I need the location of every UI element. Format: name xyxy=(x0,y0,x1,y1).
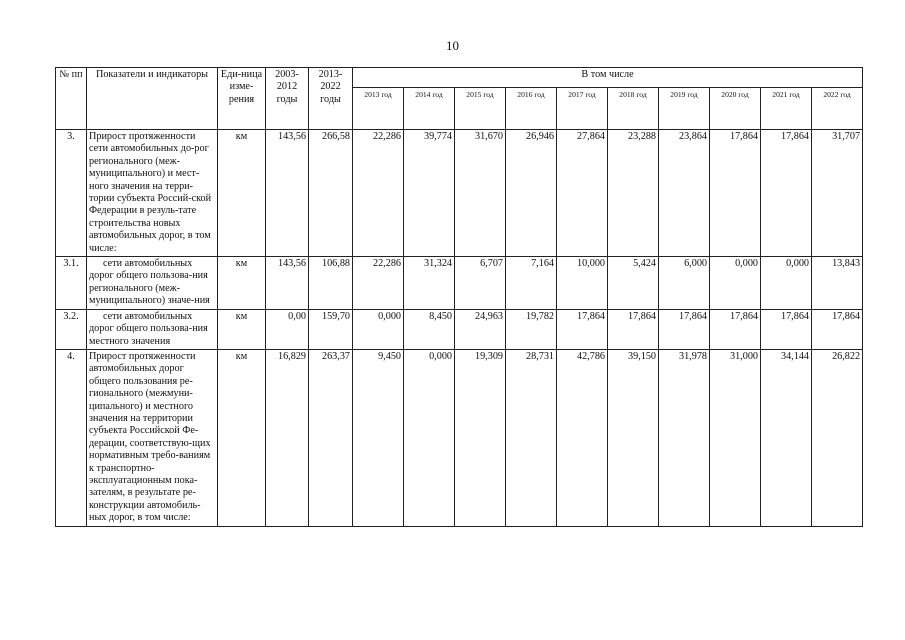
row-number: 3. xyxy=(56,130,87,257)
row-year-value: 8,450 xyxy=(404,309,455,349)
header-indicator: Показатели и индикаторы xyxy=(87,68,218,130)
row-year-value: 31,707 xyxy=(812,130,863,257)
row-year-value: 17,864 xyxy=(761,130,812,257)
row-year-value: 0,000 xyxy=(761,257,812,310)
row-year-value: 17,864 xyxy=(710,130,761,257)
row-year-value: 6,000 xyxy=(659,257,710,310)
header-period-2013-2022: 2013-2022 годы xyxy=(309,68,353,130)
row-period-value: 0,00 xyxy=(266,309,309,349)
row-year-value: 23,288 xyxy=(608,130,659,257)
row-year-value: 10,000 xyxy=(557,257,608,310)
row-year-value: 0,000 xyxy=(710,257,761,310)
row-year-value: 13,843 xyxy=(812,257,863,310)
header-year: 2020 год xyxy=(710,88,761,130)
row-period-value: 266,58 xyxy=(309,130,353,257)
row-year-value: 9,450 xyxy=(353,349,404,526)
row-year-value: 0,000 xyxy=(404,349,455,526)
header-period-2003-2012: 2003-2012 годы xyxy=(266,68,309,130)
row-year-value: 31,978 xyxy=(659,349,710,526)
indicators-table xyxy=(55,67,863,527)
header-year: 2018 год xyxy=(608,88,659,130)
row-year-value: 17,864 xyxy=(710,309,761,349)
row-year-value: 24,963 xyxy=(455,309,506,349)
row-year-value: 23,864 xyxy=(659,130,710,257)
row-number: 3.2. xyxy=(56,309,87,349)
row-year-value: 19,782 xyxy=(506,309,557,349)
row-year-value: 27,864 xyxy=(557,130,608,257)
header-year: 2015 год xyxy=(455,88,506,130)
row-year-value: 34,144 xyxy=(761,349,812,526)
row-year-value: 31,324 xyxy=(404,257,455,310)
table-row xyxy=(56,130,863,257)
row-year-value: 19,309 xyxy=(455,349,506,526)
header-including: В том числе xyxy=(353,68,863,88)
row-year-value: 42,786 xyxy=(557,349,608,526)
row-year-value: 31,000 xyxy=(710,349,761,526)
row-year-value: 31,670 xyxy=(455,130,506,257)
row-indicator: Прирост протяженности сети автомобильных до-рог регионального (меж-муниципального) и мест-ного значения на терри-тории субъекта Россий-ской Федерации в резуль-тате строительства новых автомобильных дорог, в том числе: xyxy=(87,130,218,257)
row-year-value: 22,286 xyxy=(353,130,404,257)
row-unit: км xyxy=(218,309,266,349)
row-year-value: 17,864 xyxy=(812,309,863,349)
table-row xyxy=(56,257,863,310)
row-year-value: 26,946 xyxy=(506,130,557,257)
row-year-value: 17,864 xyxy=(659,309,710,349)
row-year-value: 17,864 xyxy=(761,309,812,349)
row-year-value: 7,164 xyxy=(506,257,557,310)
header-no: № пп xyxy=(56,68,87,130)
row-year-value: 6,707 xyxy=(455,257,506,310)
row-unit: км xyxy=(218,257,266,310)
row-unit: км xyxy=(218,349,266,526)
row-unit: км xyxy=(218,130,266,257)
row-indicator: сети автомобильных дорог общего пользова-ния местного значения xyxy=(87,309,218,349)
header-year: 2014 год xyxy=(404,88,455,130)
row-year-value: 22,286 xyxy=(353,257,404,310)
row-year-value: 0,000 xyxy=(353,309,404,349)
row-period-value: 106,88 xyxy=(309,257,353,310)
row-period-value: 143,56 xyxy=(266,257,309,310)
row-indicator: сети автомобильных дорог общего пользова-ния регионального (меж-муниципального) значе-ния xyxy=(87,257,218,310)
row-indicator: Прирост протяженности автомобильных дорог общего пользования ре-гионального (межмуни-ципального) и местного значения на территории субъекта Российской Фе-дерации, соответствую-щих нормативным требо-ваниям к транспортно-эксплуатационным пока-зателям, в результате ре-конструкции автомобиль-ных дорог, в том числе: xyxy=(87,349,218,526)
row-period-value: 143,56 xyxy=(266,130,309,257)
row-number: 3.1. xyxy=(56,257,87,310)
row-period-value: 159,70 xyxy=(309,309,353,349)
header-year: 2022 год xyxy=(812,88,863,130)
row-year-value: 5,424 xyxy=(608,257,659,310)
row-year-value: 28,731 xyxy=(506,349,557,526)
row-year-value: 39,150 xyxy=(608,349,659,526)
header-unit: Еди-ница изме-рения xyxy=(218,68,266,130)
row-year-value: 17,864 xyxy=(608,309,659,349)
row-number: 4. xyxy=(56,349,87,526)
row-year-value: 39,774 xyxy=(404,130,455,257)
header-year: 2016 год xyxy=(506,88,557,130)
page-number: 10 xyxy=(446,38,459,53)
row-year-value: 17,864 xyxy=(557,309,608,349)
header-year: 2019 год xyxy=(659,88,710,130)
header-year: 2013 год xyxy=(353,88,404,130)
table-row xyxy=(56,349,863,526)
row-period-value: 16,829 xyxy=(266,349,309,526)
header-year: 2021 год xyxy=(761,88,812,130)
header-year: 2017 год xyxy=(557,88,608,130)
row-period-value: 263,37 xyxy=(309,349,353,526)
table-row xyxy=(56,309,863,349)
row-year-value: 26,822 xyxy=(812,349,863,526)
